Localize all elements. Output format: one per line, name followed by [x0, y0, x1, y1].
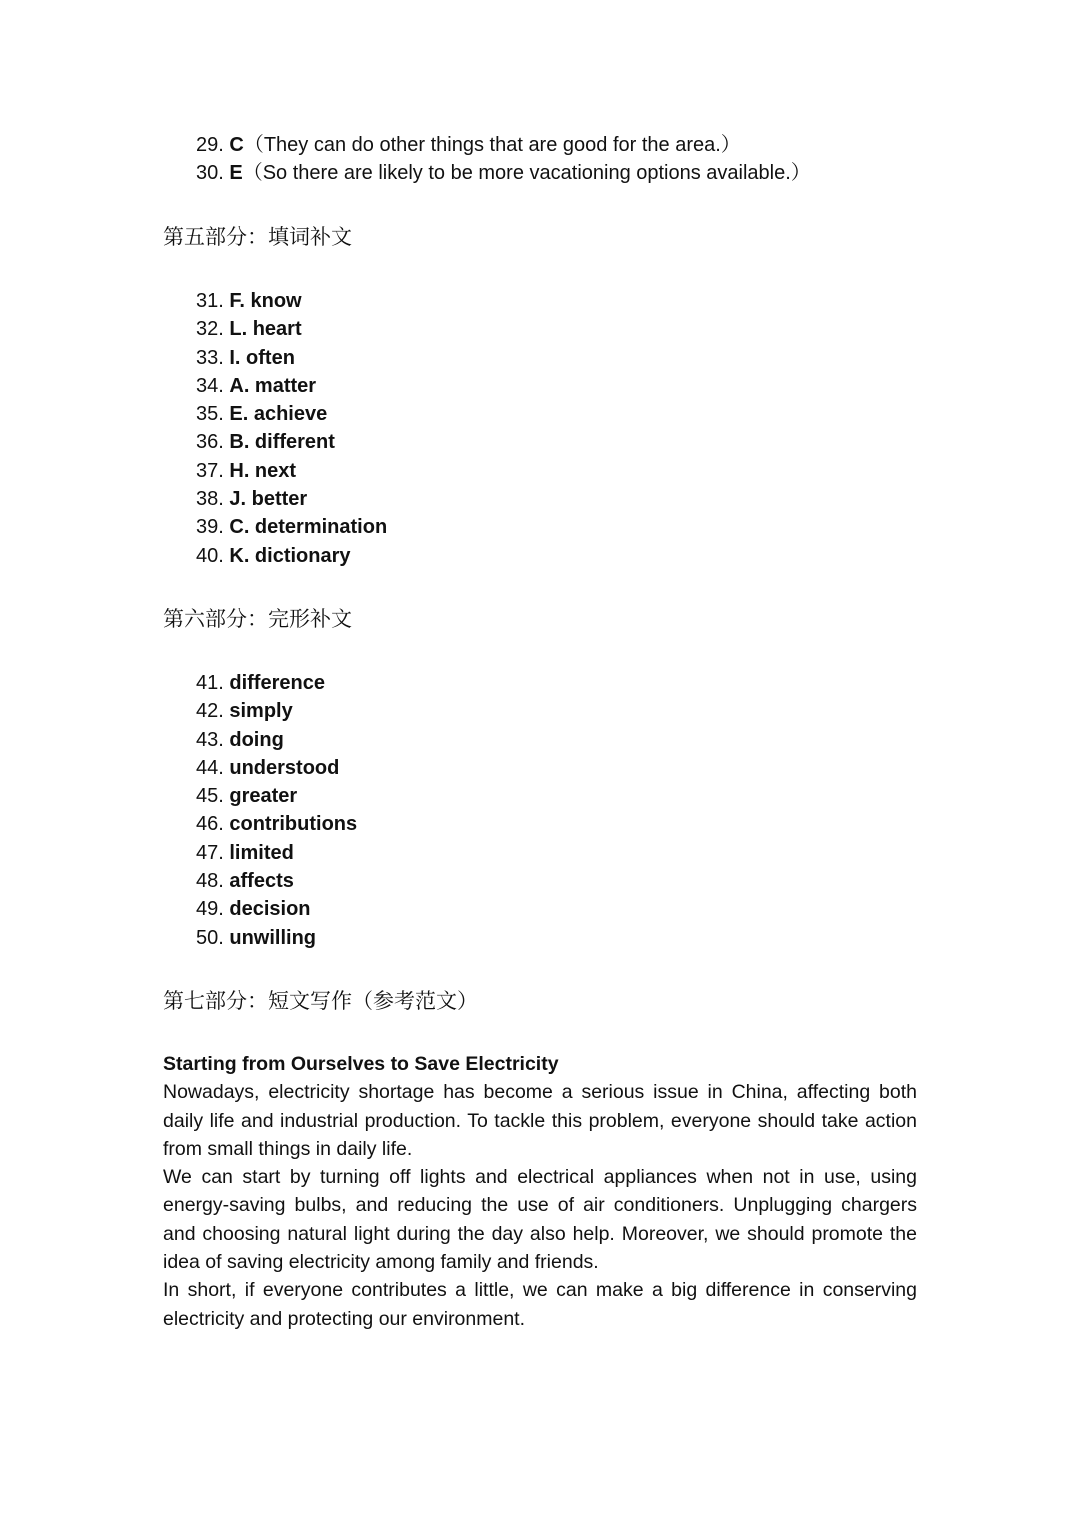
answer-number: 43. [196, 728, 224, 751]
answer-item [196, 924, 357, 952]
model-essay [163, 1050, 917, 1333]
answer-item [196, 159, 811, 187]
answer-item [196, 839, 357, 867]
answer-item [196, 782, 357, 810]
answer-item [196, 131, 811, 159]
answer-item [196, 513, 387, 541]
part7-heading: 第七部分：短文写作（参考范文） [163, 989, 478, 1013]
part6-heading: 第六部分：完形补文 [163, 607, 352, 631]
answer-text: L. heart [229, 318, 302, 341]
answer-item [196, 344, 387, 372]
answer-number: 37. [196, 459, 224, 482]
answer-number: 34. [196, 374, 224, 397]
answer-number: 47. [196, 841, 224, 864]
answer-text: difference [229, 672, 325, 694]
answer-item [196, 400, 387, 428]
answer-text: I. often [229, 346, 295, 369]
answer-text: E. achieve [229, 403, 328, 426]
answer-number: 41. [196, 672, 224, 694]
part6-answer-list [196, 669, 357, 952]
essay-paragraph: Nowadays, electricity shortage has become a serious issue in China, affecting both daily life and industrial production. To tackle this problem, everyone should take action from small things in daily life. [163, 1081, 917, 1160]
part5-answer-list [196, 287, 387, 570]
answer-item [196, 485, 387, 513]
answer-number: 38. [196, 488, 224, 511]
answer-item [196, 895, 357, 923]
part5-heading: 第五部分：填词补文 [163, 225, 352, 249]
answer-item [196, 428, 387, 456]
answer-item [196, 287, 387, 315]
answer-text: simply [229, 700, 293, 723]
answer-text: decision [229, 898, 311, 921]
answer-number: 44. [196, 756, 224, 779]
answer-note: （They can do other things that are good for the area.） [243, 134, 741, 156]
answer-number: 30. [196, 162, 224, 185]
answer-item [196, 754, 357, 782]
answer-item [196, 810, 357, 838]
answer-text: doing [229, 728, 284, 751]
answer-number: 46. [196, 813, 224, 836]
answer-number: 36. [196, 431, 224, 454]
answer-number: 45. [196, 785, 224, 808]
answer-text: F. know [229, 290, 302, 312]
answer-letter: E [229, 162, 243, 185]
answer-item [196, 457, 387, 485]
answer-item [196, 542, 387, 570]
answer-note: （So there are likely to be more vacationing options available.） [242, 162, 811, 185]
essay-title: Starting from Ourselves to Save Electricity [163, 1053, 559, 1075]
answer-number: 33. [196, 346, 224, 369]
answer-text: limited [229, 841, 294, 864]
part4-answer-list [196, 131, 811, 188]
answer-text: contributions [229, 813, 358, 836]
answer-number: 29. [196, 134, 224, 156]
answer-text: unwilling [229, 926, 317, 949]
answer-number: 40. [196, 544, 224, 567]
answer-number: 49. [196, 898, 224, 921]
answer-item [196, 726, 357, 754]
answer-item [196, 315, 387, 343]
answer-item [196, 867, 357, 895]
answer-text: A. matter [229, 374, 317, 397]
answer-number: 31. [196, 290, 224, 312]
answer-text: B. different [229, 431, 335, 454]
answer-number: 39. [196, 516, 224, 539]
essay-paragraph: In short, if everyone contributes a little, we can make a big difference in conserving electricity and protecting our environment. [163, 1279, 917, 1330]
answer-item [196, 669, 357, 697]
answer-text: H. next [229, 459, 297, 482]
answer-text: affects [229, 870, 294, 893]
answer-number: 42. [196, 700, 224, 723]
answer-text: understood [229, 756, 340, 779]
answer-text: C. determination [229, 516, 388, 539]
answer-item [196, 372, 387, 400]
answer-number: 32. [196, 318, 224, 341]
answer-letter: C [229, 134, 244, 156]
answer-text: K. dictionary [229, 544, 351, 567]
answer-number: 35. [196, 403, 224, 426]
answer-number: 50. [196, 926, 224, 949]
answer-text: greater [229, 785, 298, 808]
answer-item [196, 697, 357, 725]
answer-text: J. better [229, 488, 308, 511]
essay-paragraph: We can start by turning off lights and electrical appliances when not in use, using energy-saving bulbs, and reducing the use of air conditioners. Unplugging chargers and choosing natural light during the day also help. Moreover, we should promote the idea of saving electricity among family and friends. [163, 1166, 917, 1274]
answer-number: 48. [196, 870, 224, 893]
